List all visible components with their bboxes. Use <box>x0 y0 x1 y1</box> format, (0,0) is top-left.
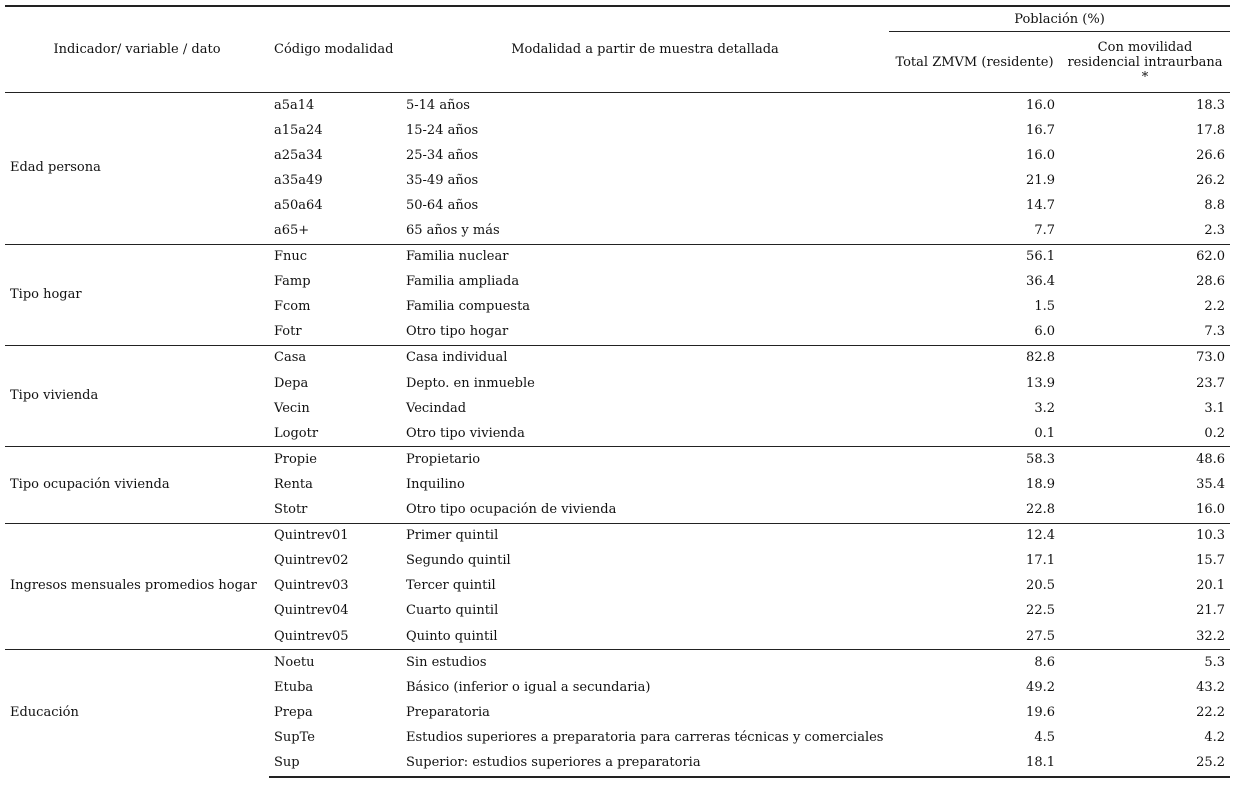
total-value-cell: 1.5 <box>1034 299 1055 315</box>
code-cell: Famp <box>274 274 311 290</box>
modality-cell: 25-34 años <box>406 147 479 163</box>
table-row <box>5 523 1230 549</box>
total-value-cell: 82.8 <box>889 345 1060 371</box>
total-value-cell: 16.0 <box>889 93 1060 119</box>
modality-cell: Propietario <box>401 447 889 473</box>
code-cell: Propie <box>269 447 401 473</box>
modality-cell: Depto. en inmueble <box>406 375 535 391</box>
code-cell: a65+ <box>274 223 310 239</box>
code-cell: Etuba <box>274 679 314 695</box>
total-value-cell: 14.7 <box>1026 197 1055 213</box>
mobility-value-cell: 17.8 <box>1196 122 1226 138</box>
table-body <box>5 93 1230 777</box>
indicator-cell: Ingresos mensuales promedios hogar <box>5 523 269 649</box>
indicator-cell: Educación <box>5 650 269 777</box>
code-cell: Fotr <box>274 324 302 340</box>
total-value-cell: 20.5 <box>1026 578 1055 594</box>
indicator-cell: Tipo vivienda <box>5 345 269 446</box>
indicator-cell: Tipo ocupación vivienda <box>5 447 269 523</box>
mobility-value-cell: 2.2 <box>1204 299 1226 315</box>
modality-cell: 5-14 años <box>401 93 889 119</box>
code-cell: Logotr <box>274 425 319 441</box>
total-value-cell: 21.9 <box>1026 172 1055 188</box>
mobility-value-cell: 20.1 <box>1196 578 1226 594</box>
code-cell: Casa <box>269 345 401 371</box>
population-table-container <box>5 5 1230 778</box>
total-value-cell: 13.9 <box>1026 375 1055 391</box>
total-value-cell: 16.0 <box>1026 147 1055 163</box>
modality-cell: 65 años y más <box>406 223 500 239</box>
total-value-cell: 18.1 <box>889 750 1060 776</box>
modality-cell: Primer quintil <box>401 523 889 549</box>
modality-cell: Cuarto quintil <box>406 603 499 619</box>
code-cell: a5a14 <box>269 93 401 119</box>
total-value-cell: 8.6 <box>889 650 1060 676</box>
code-cell: a50a64 <box>274 197 323 213</box>
code-cell: Stotr <box>274 502 308 518</box>
mobility-value-cell: 15.7 <box>1196 553 1226 569</box>
modality-cell: Familia ampliada <box>406 274 520 290</box>
modality-cell: Familia compuesta <box>406 299 531 315</box>
total-value-cell: 4.5 <box>1034 729 1055 745</box>
mobility-value-cell: 73.0 <box>1060 345 1230 371</box>
modality-cell: Otro tipo hogar <box>406 324 509 340</box>
modality-cell: Tercer quintil <box>406 578 496 594</box>
total-value-cell: 49.2 <box>1026 679 1055 695</box>
table-row <box>5 244 1230 270</box>
modality-cell: Otro tipo ocupación de vivienda <box>406 502 617 518</box>
mobility-value-cell: 22.2 <box>1196 704 1226 720</box>
total-value-cell: 7.7 <box>1034 223 1055 239</box>
mobility-value-cell: 48.6 <box>1060 447 1230 473</box>
modality-cell: Preparatoria <box>406 704 490 720</box>
mobility-value-cell: 10.3 <box>1060 523 1230 549</box>
code-cell: a15a24 <box>274 122 323 138</box>
mobility-value-cell: 35.4 <box>1196 476 1226 492</box>
code-cell: SupTe <box>274 729 315 745</box>
total-value-cell: 22.8 <box>1026 502 1055 518</box>
header-total: Total ZMVM (residente) <box>889 32 1060 93</box>
mobility-value-cell: 3.1 <box>1204 400 1226 416</box>
modality-cell: Básico (inferior o igual a secundaria) <box>406 679 651 695</box>
population-table <box>5 5 1230 778</box>
code-cell: Quintrev01 <box>269 523 401 549</box>
code-cell: Sup <box>269 750 401 776</box>
total-value-cell: 16.7 <box>1026 122 1055 138</box>
total-value-cell: 17.1 <box>1026 553 1055 569</box>
total-value-cell: 56.1 <box>889 244 1060 270</box>
header-modality: Modalidad a partir de muestra detallada <box>401 6 889 93</box>
mobility-value-cell: 0.2 <box>1204 425 1226 441</box>
code-cell: Fnuc <box>269 244 401 270</box>
mobility-value-cell: 32.2 <box>1196 628 1226 644</box>
modality-cell: Otro tipo vivienda <box>406 425 525 441</box>
code-cell: Quintrev03 <box>274 578 349 594</box>
total-value-cell: 12.4 <box>889 523 1060 549</box>
mobility-value-cell: 5.3 <box>1060 650 1230 676</box>
modality-cell: Inquilino <box>406 476 465 492</box>
table-row <box>5 447 1230 473</box>
total-value-cell: 36.4 <box>1026 274 1055 290</box>
modality-cell: 50-64 años <box>406 197 479 213</box>
modality-cell: Vecindad <box>406 400 467 416</box>
modality-cell: Sin estudios <box>401 650 889 676</box>
total-value-cell: 27.5 <box>1026 628 1055 644</box>
total-value-cell: 19.6 <box>1026 704 1055 720</box>
mobility-value-cell: 26.6 <box>1196 147 1226 163</box>
modality-cell: Casa individual <box>401 345 889 371</box>
header-code: Código modalidad <box>269 6 401 93</box>
table-row <box>5 650 1230 676</box>
modality-cell: Superior: estudios superiores a preparatoria <box>401 750 889 776</box>
mobility-value-cell: 25.2 <box>1060 750 1230 776</box>
code-cell: Quintrev04 <box>274 603 349 619</box>
modality-cell: 35-49 años <box>406 172 479 188</box>
header-population: Población (%) <box>889 6 1230 32</box>
header-indicator: Indicador/ variable / dato <box>5 6 269 93</box>
mobility-value-cell: 7.3 <box>1204 324 1226 340</box>
modality-cell: Estudios superiores a preparatoria para carreras técnicas y comerciales <box>406 729 884 745</box>
header-mobility: Con movilidad residencial intraurbana * <box>1060 32 1230 93</box>
total-value-cell: 58.3 <box>889 447 1060 473</box>
total-value-cell: 0.1 <box>1034 425 1055 441</box>
mobility-value-cell: 18.3 <box>1060 93 1230 119</box>
code-cell: Quintrev02 <box>274 553 349 569</box>
modality-cell: 15-24 años <box>406 122 479 138</box>
mobility-value-cell: 62.0 <box>1060 244 1230 270</box>
mobility-value-cell: 16.0 <box>1196 502 1226 518</box>
table-row <box>5 345 1230 371</box>
mobility-value-cell: 28.6 <box>1196 274 1226 290</box>
total-value-cell: 3.2 <box>1034 400 1055 416</box>
total-value-cell: 18.9 <box>1026 476 1055 492</box>
modality-cell: Segundo quintil <box>406 553 511 569</box>
code-cell: Depa <box>274 375 309 391</box>
mobility-value-cell: 43.2 <box>1196 679 1226 695</box>
mobility-value-cell: 8.8 <box>1204 197 1226 213</box>
indicator-cell: Edad persona <box>5 93 269 245</box>
table-row <box>5 93 1230 119</box>
table-header <box>5 6 1230 93</box>
indicator-cell: Tipo hogar <box>5 244 269 345</box>
code-cell: a35a49 <box>274 172 323 188</box>
mobility-value-cell: 4.2 <box>1204 729 1226 745</box>
mobility-value-cell: 2.3 <box>1204 223 1226 239</box>
code-cell: Renta <box>274 476 313 492</box>
mobility-value-cell: 23.7 <box>1196 375 1226 391</box>
mobility-value-cell: 26.2 <box>1196 172 1226 188</box>
code-cell: Prepa <box>274 704 313 720</box>
total-value-cell: 6.0 <box>1034 324 1055 340</box>
code-cell: Noetu <box>269 650 401 676</box>
mobility-value-cell: 21.7 <box>1196 603 1226 619</box>
code-cell: Vecin <box>274 400 310 416</box>
code-cell: Quintrev05 <box>274 628 349 644</box>
modality-cell: Quinto quintil <box>406 628 498 644</box>
modality-cell: Familia nuclear <box>401 244 889 270</box>
total-value-cell: 22.5 <box>1026 603 1055 619</box>
code-cell: Fcom <box>274 299 311 315</box>
code-cell: a25a34 <box>274 147 323 163</box>
